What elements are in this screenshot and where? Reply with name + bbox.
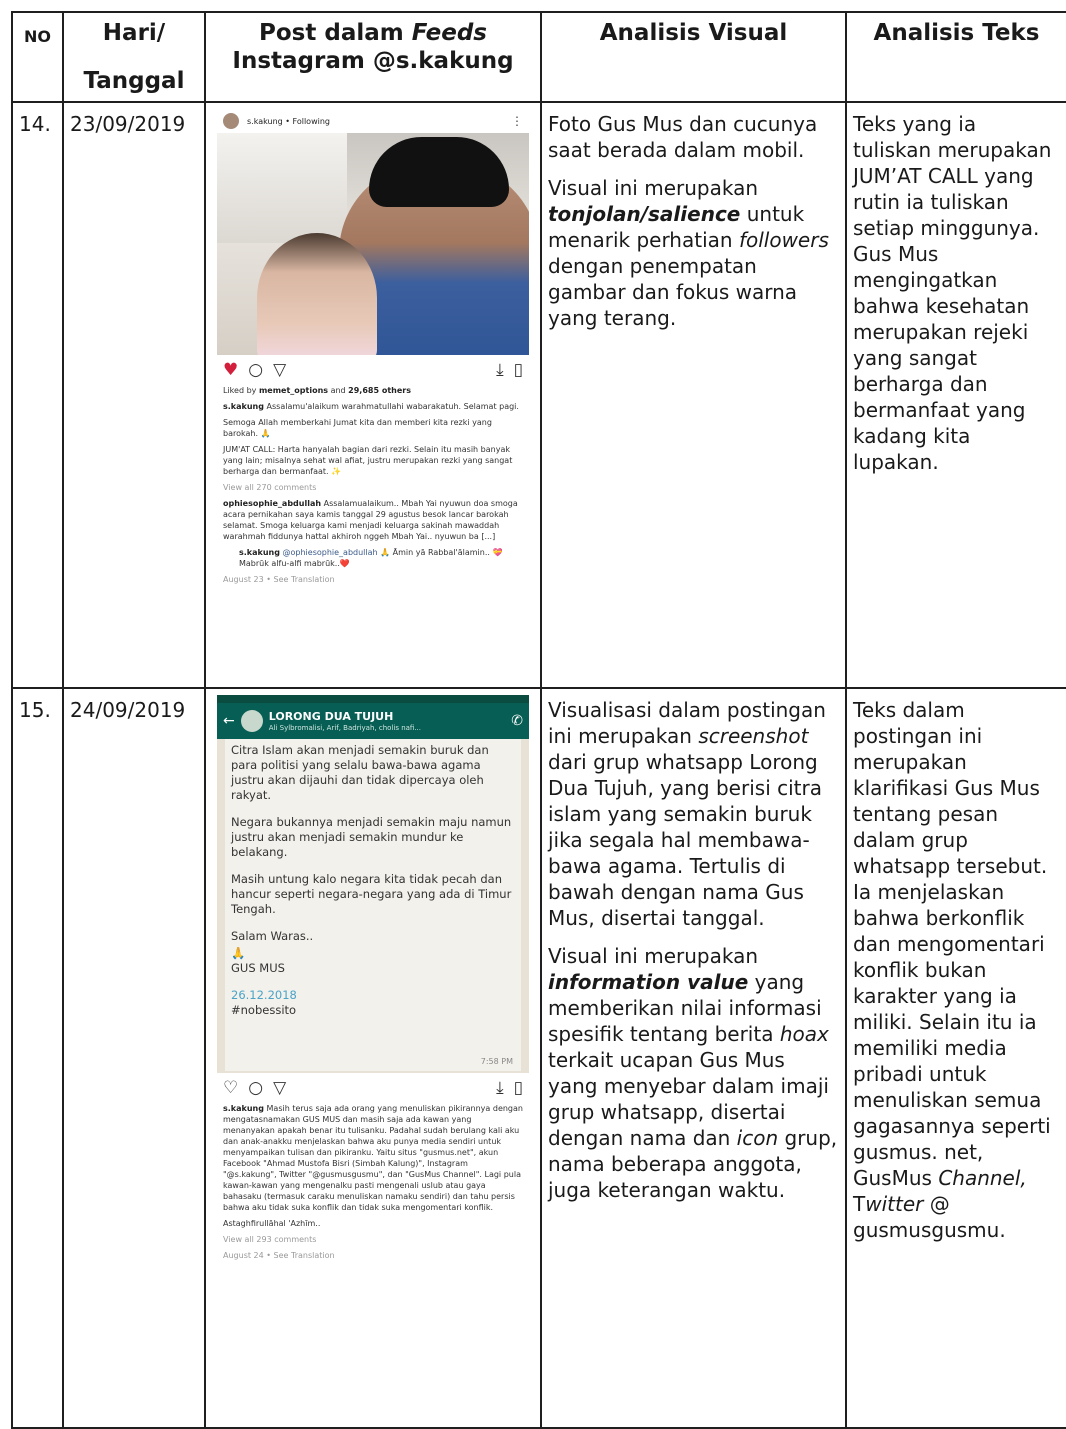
teks-p1: Teks dalam postingan ini merupakan klarifikasi Gus Mus tentang pesan dalam grup whatsapp tersebut. Ia menjelaskan bahwa berkonflik dan mengomentari konflik bukan karakter yang ia miliki. Selain itu ia memiliki media pribadi untuk menuliskan semua gagasannya seperti gusmus. net, GusMus Channel, Twitter @ gusmusgusmu.: [853, 698, 1051, 1242]
photo-baby: [257, 233, 377, 355]
text-analysis-cell: [846, 688, 1066, 1428]
heart-icon: ♥: [223, 359, 239, 380]
comment-icon: ○: [248, 359, 264, 380]
back-arrow-icon: ←: [223, 712, 235, 729]
header-no: NO: [12, 12, 63, 102]
wa-line: Negara bukannya menjadi semakin maju namun justru akan menjadi semakin mundur ke belakang.: [231, 815, 512, 859]
group-members: Ali Sylbromalisi, Arif, Badriyah, cholis nafi...: [268, 723, 422, 732]
wa-line: #nobessito: [231, 1003, 297, 1017]
group-icon: [241, 710, 263, 732]
row-number: 14.: [12, 102, 63, 688]
header-post-italic: Feeds: [411, 20, 487, 46]
group-name: LORONG DUA TUJUH: [268, 709, 394, 723]
text-analysis-cell: [846, 102, 1066, 688]
download-icon: ⤓: [496, 359, 504, 380]
row-number: 15.: [12, 688, 63, 1428]
instagram-post: [217, 109, 529, 590]
header-row: [12, 12, 1066, 102]
analysis-table: [11, 11, 1066, 1429]
post-header: [217, 109, 529, 133]
teks-p1: Teks yang ia tuliskan merupakan JUM’AT CALL yang rutin ia tuliskan setiap minggunya. Gus Mus mengingatkan bahwa kesehatan merupakan rejeki yang sangat berharga dan bermanfaat yang kadang kita lupakan.: [853, 112, 1052, 474]
car-window: [217, 133, 347, 243]
wa-line: Masih untung kalo negara kita tidak pecah dan hancur seperti negara-negara yang ada di Timur Tengah.: [231, 872, 512, 916]
post-footer: August 23 • See Translation: [223, 575, 335, 584]
liked-by: Liked by memet_options and 29,685 others: [223, 386, 411, 395]
photo-hat: [369, 137, 509, 207]
view-comments-link: View all 270 comments: [223, 483, 317, 492]
header-hari-tanggal: [63, 12, 205, 102]
whatsapp-message: [225, 739, 521, 1071]
header-tanggal: Tanggal: [83, 68, 185, 94]
wa-line: Salam Waras..: [231, 929, 314, 943]
wa-date: 26.12.2018: [231, 988, 297, 1002]
post-actions: [217, 355, 529, 385]
message-time: 7:58 PM: [480, 1057, 513, 1066]
avatar: [223, 113, 239, 129]
table-row: [12, 102, 1066, 688]
header-post: [205, 12, 541, 102]
view-comments-link: View all 293 comments: [223, 1235, 317, 1244]
post-footer: August 24 • See Translation: [223, 1251, 335, 1260]
reply: s.kakung @ophiesophie_abdullah 🙏 Āmin yā Rabbal'ālamin.. 💝 Mabrūk alfu-alfi mabrūk..❤️: [239, 548, 503, 568]
instagram-post: [217, 695, 529, 1266]
visual-analysis-cell: [541, 688, 846, 1428]
caption-text-1: s.kakung Assalamu'alaikum warahmatullahi wabarakatuh. Selamat pagi.: [223, 402, 519, 411]
caption-text-2: Semoga Allah memberkahi Jumat kita dan memberi kita rezki yang barokah. 🙏: [223, 418, 492, 438]
wa-line: GUS MUS: [231, 961, 285, 975]
post-caption: [217, 385, 529, 585]
status-bar: [217, 695, 529, 703]
row-date: 23/09/2019: [63, 102, 205, 688]
header-teks: Analisis Teks: [846, 12, 1066, 102]
visual-p2: Visual ini merupakan tonjolan/salience untuk menarik perhatian followers dengan penempatan gambar dan fokus warna yang terang.: [548, 176, 829, 330]
table-row: [12, 688, 1066, 1428]
heart-icon: ♡: [223, 1077, 239, 1098]
row-date: 24/09/2019: [63, 688, 205, 1428]
whatsapp-header: [217, 703, 529, 739]
caption-end: Astaghfirullāhal 'Azhīm..: [223, 1219, 321, 1228]
visual-p1: Foto Gus Mus dan cucunya saat berada dalam mobil.: [548, 112, 818, 162]
bookmark-icon: ▯: [513, 1077, 523, 1098]
post-username: s.kakung • Following: [247, 116, 330, 126]
call-icon: ✆: [511, 712, 523, 729]
visual-p1: Visualisasi dalam postingan ini merupakan screenshot dari grup whatsapp Lorong Dua Tujuh, yang berisi citra islam yang semakin buruk jika segala hal membawa-bawa agama. Tertulis di bawah dengan nama Gus Mus, disertai tanggal.: [548, 698, 826, 930]
whatsapp-screenshot: [217, 695, 529, 1073]
header-hari: Hari/: [102, 20, 166, 46]
post-photo: [217, 133, 529, 355]
post-caption: [217, 1103, 529, 1261]
share-icon: ▽: [273, 1077, 287, 1098]
post-actions: [217, 1073, 529, 1103]
header-post-line2: Instagram @s.kakung: [232, 48, 514, 74]
comment: ophiesophie_abdullah Assalamualaikum.. Mbah Yai nyuwun doa smoga acara pernikahan saya kamis tanggal 29 agustus besok lancar barokah selamat. Smoga keluarga kami menjadi keluarga sakinah mawaddah warahmah fiddunya hattal akhiroh nggeh Mbah Yai.. nyuwun ba [...]: [223, 499, 518, 541]
visual-p2: Visual ini merupakan information value yang memberikan nilai informasi spesifik tentang berita hoax terkait ucapan Gus Mus yang menyebar dalam imaji grup whatsapp, disertai dengan nama dan icon grup, nama beberapa anggota, juga keterangan waktu.: [548, 944, 838, 1202]
header-post-prefix: Post dalam: [259, 20, 412, 46]
caption-text: s.kakung Masih terus saja ada orang yang menuliskan pikirannya dengan mengatasnamakan GUS MUS dan masih saja ada kawan yang menanyakan apakah benar itu tulisanku. Padahal sudah berulang kali aku dan anak-anakku menjelaskan bahwa aku punya media sendiri untuk menyampaikan tulisan dan pikiranku. Yaitu situs "gusmus.net", akun Facebook "Ahmad Mustofa Bisri (Simbah Kalung)", Instagram "@s.kakung", Twitter "@gusmusgusmu", dan "GusMus Channel". Lagi pula kawan-kawan yang mengenalku pasti mengenali uslub atau gaya bahasaku (termasuk caraku menuliskan namaku sendiri) dan tahu persis bahwa aku tidak suka konflik dan tidak suka mengomentari konflik.: [223, 1104, 523, 1212]
caption-text-3: JUM'AT CALL: Harta hanyalah bagian dari rezki. Selain itu masih banyak yang lain; misalnya sehat wal afiat, justru merupakan rezki yang sangat berharga dan bermanfaat. ✨: [223, 445, 513, 476]
bookmark-icon: ▯: [513, 359, 523, 380]
wa-line: 🙏: [231, 946, 246, 960]
share-icon: ▽: [273, 359, 287, 380]
wa-line: Citra Islam akan menjadi semakin buruk dan para politisi yang selalu bawa-bawa agama justru akan dijauhi dan tidak dipercaya oleh rakyat.: [231, 743, 489, 802]
post-cell: [205, 688, 541, 1428]
comment-icon: ○: [248, 1077, 264, 1098]
header-visual: Analisis Visual: [541, 12, 846, 102]
visual-analysis-cell: [541, 102, 846, 688]
more-options-icon: ⋮: [511, 113, 523, 128]
post-cell: [205, 102, 541, 688]
download-icon: ⤓: [496, 1077, 504, 1098]
